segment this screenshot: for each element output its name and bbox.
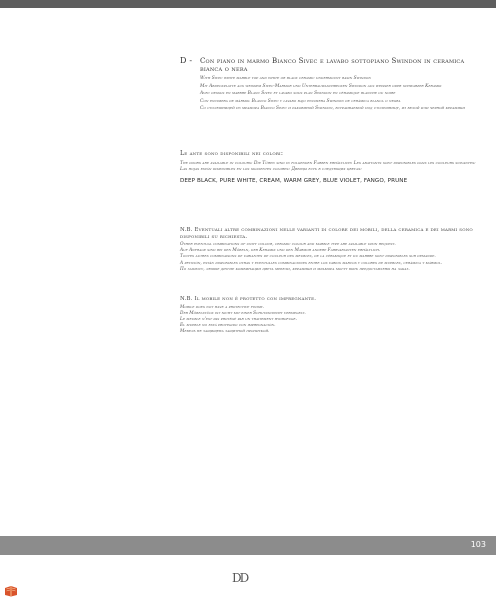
page-number: 103 [470,540,486,549]
section-d-letter: D - [180,56,193,65]
note-combinations-heading: N.B. Eventuali altre combinazioni nelle varianti di colore dei mobili, della ceramica e dei marmi sono disponibili su richiesta. [180,227,473,240]
note-protection-heading: N.B. Il mobile non è protetto con impregnante. [180,296,317,302]
note-combinations-line-fr: Toutes autres combinaisons de variantes de couleur des meubles, de la céramique et du marbre sont disponibles sur demande. [180,254,436,260]
note-protection-line-ru: Мебель не защищена защитной пропиткой. [180,329,270,335]
note-combinations-line-es: A petición, están disponibles otras y eventuales combinaciones entre los varios marcos y colores de muebles, cerámica y mármol. [180,260,443,266]
colors-section [180,150,480,184]
section-d-line-de: Mit Abdeckplatte aus weissem Sivec-Marmor und Unterbauwaschbecken Swindon aus weisser oder schwarzer Keramik [200,83,442,89]
note-protection-line-de: Der Möbelstück ist nicht mit einer Schutzschicht versiegelt. [180,310,306,316]
note-combinations-line-ru: По запросу, любые другие комбинации цвета мебели, керамики и мрамора могут быть предоставлены на заказ. [180,266,410,272]
section-d-heading [180,57,480,73]
note-protection-line-fr: Le meuble n'est pas protégé par un traitement hydrofuge. [180,316,297,322]
note-combinations-line-en: Other eventual combinations of unity colour, ceramic colour and marble type are available upon request. [180,242,396,247]
top-strip [0,0,496,8]
colors-translations: The doors are available in colours: Die Türen sind in folgenden Farben erhältlich: Les abattants sont disponibles dans les couleurs suivantes: Las hojas están disponibles en los siguientes colores: Дверцы есть в следующих цветах: [180,161,476,172]
brand-logo-text: DD [232,571,248,585]
brand-logo [232,567,264,585]
note-combinations-line-de: Auf Anfrage sind bei den Möbeln, der Keramik und den Marmor andere Farbvarianten erhältlich. [180,248,381,254]
section-d-title: Con piano in marmo Bianco Sivec e lavabo sottopiano Swindon in ceramica bianca o nera [200,57,465,73]
note-protection-line-en: Mobile does not have a protective finish. [180,304,264,310]
section-d-line-ru: Со столешницей из мрамора Bianco Sivec и раковиной Swindon, встраиваемой под столешницу, из белой или черной керамики [200,106,465,111]
section-d-line-es: Con encimera de mármol Blanco Sivec y lavabo bajo encimera Swindon de cerámica blanca o negra [200,98,401,104]
section-d-line-en: With Sivec white marble top and white or black ceramic undermount basin Swindon [200,76,372,81]
footer-bar [0,536,496,555]
note-protection [180,296,480,336]
colors-heading: Le ante sono disponibili nei colori: [180,150,284,157]
colors-list: DEEP BLACK, PURE WHITE, CREAM, WARM GREY, BLUE VIOLET, FANGO, PRUNE [180,178,408,184]
section-d-line-fr: Avec dessus en marbre Blanc Sivec et lavabo sous plan Swindon en céramique blanche ou noire [200,91,396,96]
section-d [180,57,480,112]
book-icon[interactable] [4,582,18,594]
note-protection-line-es: El mueble no está protegido con impregnación. [180,323,276,329]
note-combinations [180,227,480,273]
